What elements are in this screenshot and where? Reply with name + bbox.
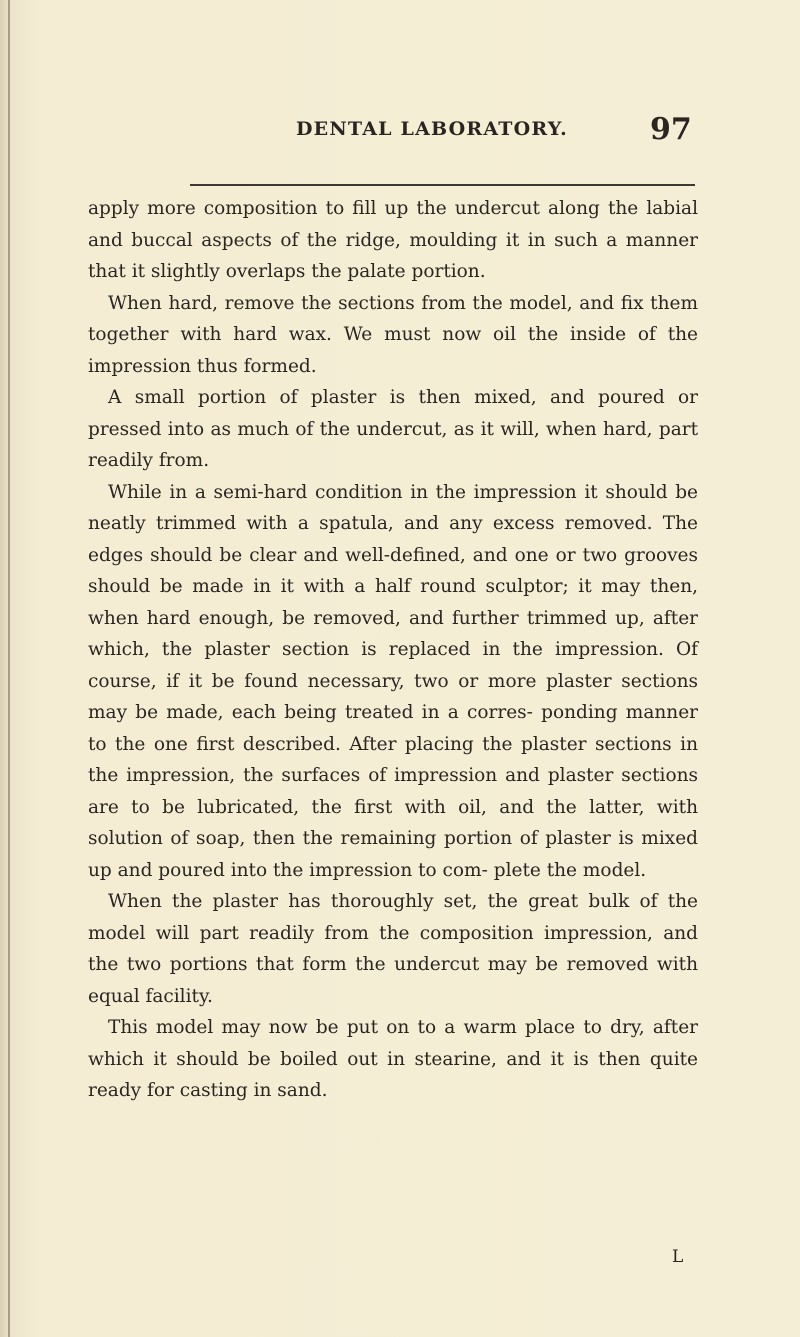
paragraph-6: This model may now be put on to a warm place to dry, after which it should be boiled out in stearine, and it is then quite ready for casting in sand.	[88, 1017, 698, 1101]
paragraph-4: While in a semi-hard condition in the impression it should be neatly trimmed with a spatula, and any excess removed. The edges should be clear and well-defined, and one or two grooves should be made in it with a half round sculptor; it may then, when hard enough, be removed, and further trimmed up, after which, the plaster section is replaced in the impression. Of course, if it be found necessary, two or more plaster sections may be made, each being treated in a corres- ponding manner to the one first described. After placing the plaster sections in the impression, the surfaces of impression and plaster sections are to be lubricated, the first with oil, and the latter, with solution of soap, then the remaining portion of plaster is mixed up and poured into the impression to com- plete the model.	[88, 481, 698, 881]
paragraph-1: apply more composition to fill up the undercut along the labial and buccal aspects of the ridge, moulding it in such a manner that it slightly overlaps the palate portion.	[88, 198, 698, 282]
running-head: DENTAL LABORATORY.	[296, 118, 568, 140]
header-rule	[190, 184, 695, 186]
page-gutter-edge	[8, 0, 10, 1337]
paragraph-3: A small portion of plaster is then mixed, and poured or pressed into as much of the undercut, as it will, when hard, part readily from.	[88, 387, 698, 471]
page-number: 97	[650, 112, 692, 147]
paragraph-2: When hard, remove the sections from the model, and fix them together with hard wax. We must now oil the inside of the impression thus formed.	[88, 292, 698, 377]
paragraph-5: When the plaster has thoroughly set, the great bulk of the model will part readily from the composition impression, and the two portions that form the undercut may be removed with equal facility.	[88, 891, 698, 1007]
page-header	[0, 112, 800, 152]
signature-mark: L	[672, 1247, 684, 1267]
body-text	[88, 193, 698, 1107]
